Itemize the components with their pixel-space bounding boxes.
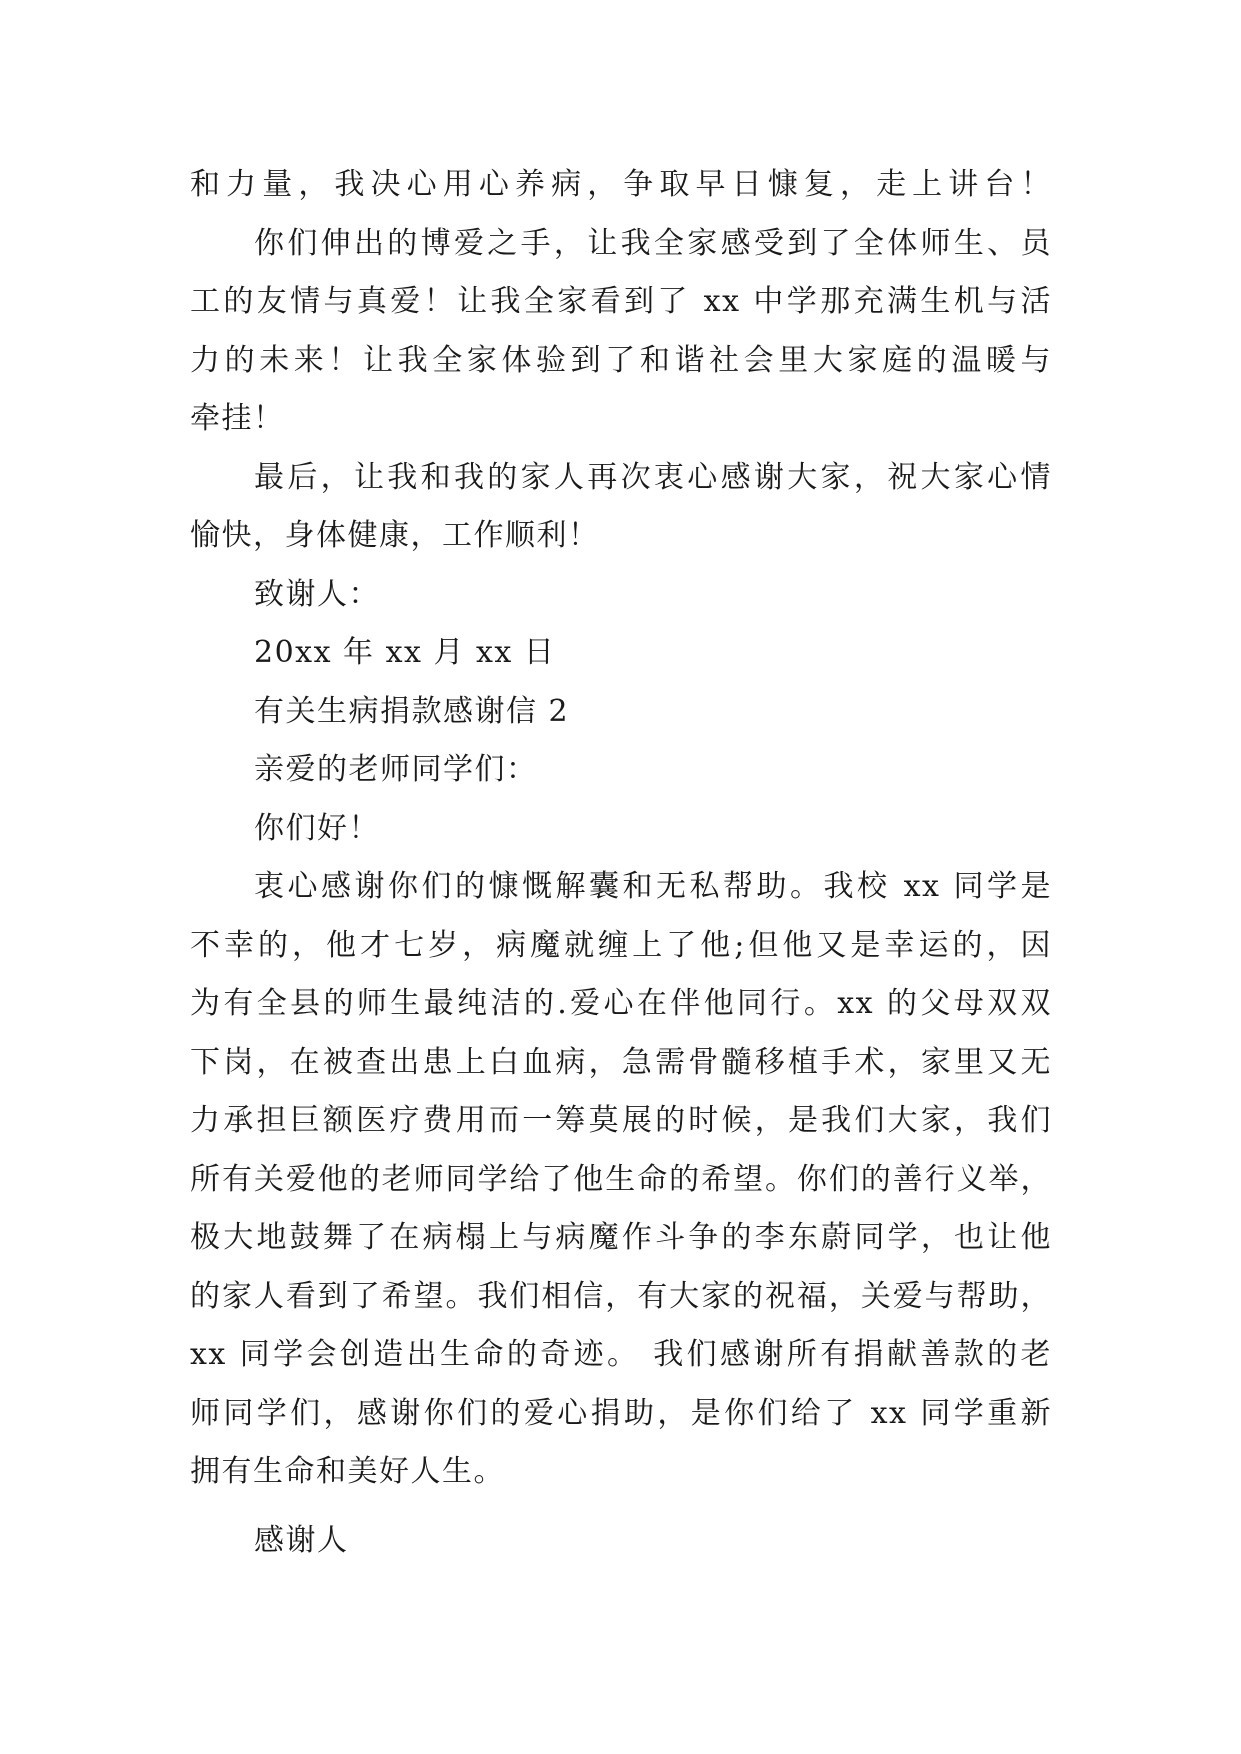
paragraph-line: 拥有生命和美好人生。	[190, 1454, 505, 1489]
paragraph-line: 为有全县的师生最纯洁的.爱心在伴他同行。xx 的父母双双	[190, 986, 1052, 1021]
paragraph-line: 力的未来！让我全家体验到了和谐社会里大家庭的温暖与	[190, 342, 1052, 378]
paragraph-line: 你们伸出的博爱之手，让我全家感受到了全体师生、员	[254, 225, 1052, 261]
letter-date: 20xx 年 xx 月 xx 日	[254, 635, 556, 670]
paragraph-line: 愉快，身体健康，工作顺利！	[190, 518, 600, 553]
paragraph-line: 下岗，在被查出患上白血病，急需骨髓移植手术，家里又无	[190, 1044, 1052, 1080]
signer-label: 致谢人：	[254, 576, 380, 612]
letter-title: 有关生病捐款感谢信 2	[254, 693, 570, 729]
paragraph-line: 衷心感谢你们的慷慨解囊和无私帮助。我校 xx 同学是	[254, 869, 1052, 904]
paragraph-line: 所有关爱他的老师同学给了他生命的希望。你们的善行义举，	[190, 1161, 1052, 1197]
signer-label: 感谢人	[254, 1522, 349, 1558]
paragraph-line: xx 同学会创造出生命的奇迹。 我们感谢所有捐献善款的老	[190, 1337, 1052, 1372]
paragraph-line: 工的友情与真爱！让我全家看到了 xx 中学那充满生机与活	[190, 284, 1052, 319]
paragraph-line: 力承担巨额医疗费用而一筹莫展的时候，是我们大家，我们	[190, 1103, 1052, 1138]
salutation: 亲爱的老师同学们：	[254, 752, 538, 787]
greeting: 你们好！	[254, 810, 380, 846]
paragraph-line: 师同学们，感谢你们的爱心捐助，是你们给了 xx 同学重新	[190, 1395, 1052, 1431]
paragraph-line: 极大地鼓舞了在病榻上与病魔作斗争的李东蔚同学，也让他	[190, 1220, 1052, 1255]
paragraph-line: 最后，让我和我的家人再次衷心感谢大家，祝大家心情	[254, 459, 1052, 495]
paragraph-line: 不幸的，他才七岁，病魔就缠上了他;但他又是幸运的，因	[190, 927, 1052, 963]
spacer	[190, 1502, 1052, 1512]
paragraph-line: 和力量，我决心用心养病，争取早日慷复，走上讲台！	[190, 167, 1052, 202]
paragraph-line: 的家人看到了希望。我们相信，有大家的祝福，关爱与帮助，	[190, 1278, 1052, 1314]
paragraph-line: 牵挂！	[190, 401, 285, 436]
document-body	[190, 156, 1052, 1570]
